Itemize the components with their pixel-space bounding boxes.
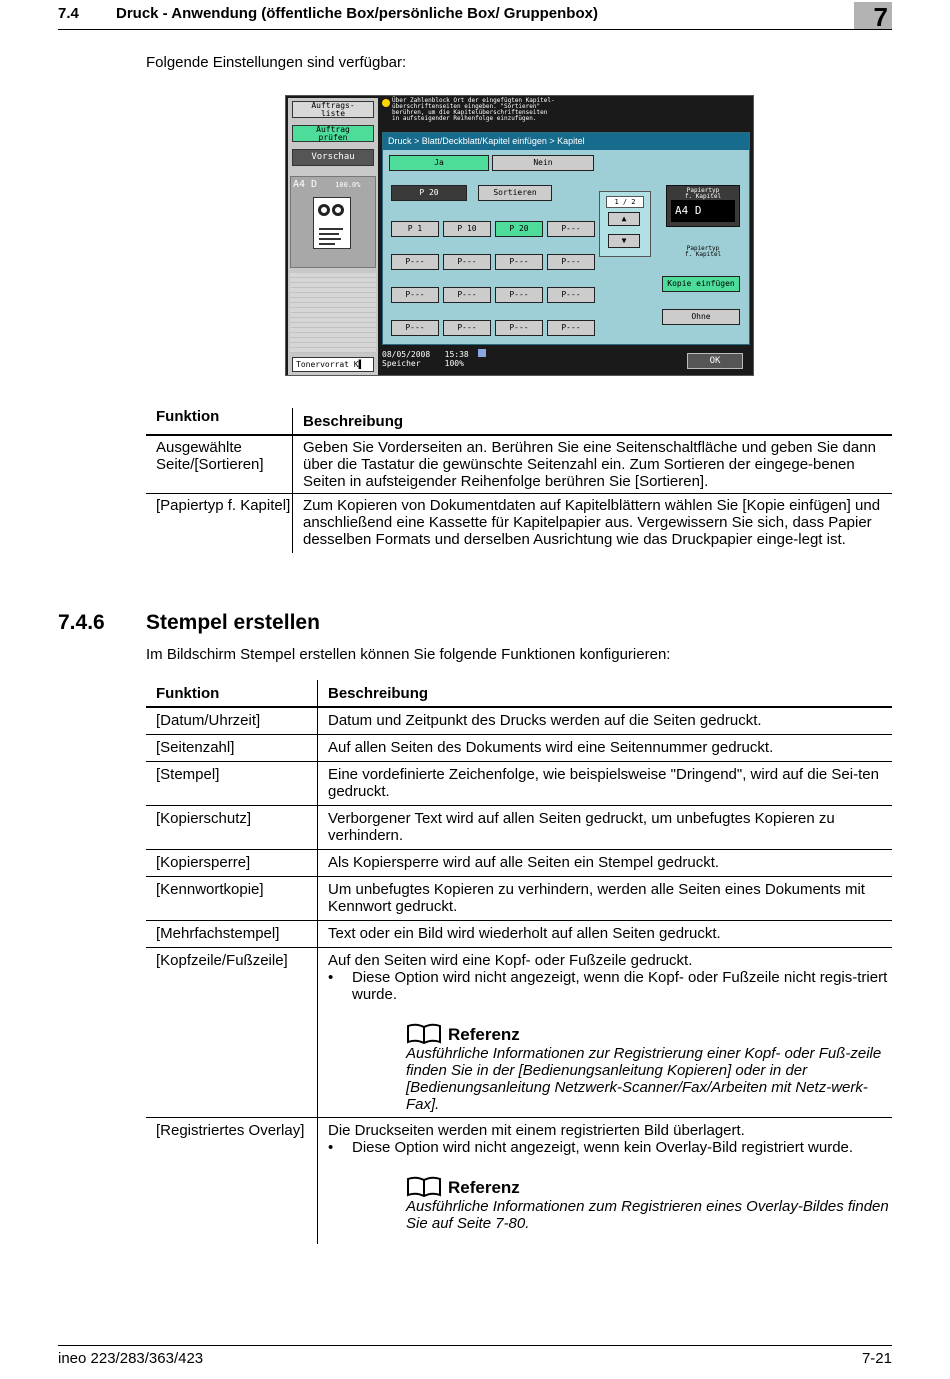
papertype-chapter-box (666, 185, 740, 227)
yes-button[interactable]: Ja (389, 155, 489, 171)
row-description: Als Kopiersperre wird auf alle Seiten ein Stempel gedruckt. (317, 850, 892, 876)
row-description: Text oder ein Bild wird wiederholt auf allen Seiten gedruckt. (317, 921, 892, 947)
page-display: P 20 (391, 185, 467, 201)
papertype-label: Papiertyp f. Kapitel (684, 187, 722, 200)
col-function: Funktion (156, 685, 220, 702)
page-button[interactable]: P--- (547, 221, 595, 237)
page-button[interactable]: P--- (391, 320, 439, 336)
reference-box (406, 1023, 892, 1113)
col-description: Beschreibung (317, 680, 892, 706)
arrow-down-icon: ▼ (621, 236, 627, 245)
col-description: Beschreibung (292, 408, 892, 434)
page-button[interactable]: P 1 (391, 221, 439, 237)
table-row (146, 920, 892, 947)
zoom-level: 100.0% (335, 181, 361, 189)
network-icon (478, 349, 486, 357)
copy-insert-button[interactable]: Kopie einfügen (662, 276, 740, 292)
page-button[interactable]: P--- (443, 320, 491, 336)
row-function: Ausgewählte Seite/[Sortieren] (156, 439, 264, 473)
row-description: Geben Sie Vorderseiten an. Berühren Sie eine Seitenschaltfläche und geben Sie dann über die Tastatur die gewünschte Seitenzahl ein. Zum Sortieren der eingege-benen Seiten in aufsteigender Reihenfolge berühren Sie [Sortieren]. (292, 436, 892, 493)
footer-model: ineo 223/283/363/423 (58, 1350, 204, 1367)
page-up-button[interactable] (608, 212, 640, 226)
row-description: Verborgener Text wird auf allen Seiten gedruckt, um unbefugtes Kopieren zu verhindern. (317, 806, 892, 849)
table-row (146, 493, 892, 553)
status-bar (382, 349, 682, 373)
no-button[interactable]: Nein (492, 155, 594, 171)
page-button[interactable]: P 10 (443, 221, 491, 237)
reference-text: Ausführliche Informationen zum Registrieren eines Overlay-Bildes finden Sie auf Seite 7-80. (406, 1198, 889, 1232)
reference-heading (406, 1176, 892, 1198)
col-function: Funktion (156, 408, 220, 425)
page-footer (58, 1345, 892, 1367)
paper-info (293, 179, 360, 190)
settings-table (146, 408, 892, 553)
page-button[interactable]: P--- (495, 320, 543, 336)
page-header (58, 0, 892, 30)
footer-page-number: 7-21 (861, 1350, 892, 1367)
status-time: 15:38 (444, 350, 469, 359)
reference-title: Referenz (448, 1024, 520, 1044)
book-icon (406, 1023, 442, 1045)
book-icon (406, 1176, 442, 1198)
left-panel (288, 98, 378, 375)
memory-label: Speicher (382, 359, 421, 368)
table-row (146, 434, 892, 493)
row-description: Auf allen Seiten des Dokuments wird eine Seitennummer gedruckt. (317, 735, 892, 761)
panel-title: Druck > Blatt/Deckblatt/Kapitel einfügen > Kapitel (383, 133, 749, 150)
device-screen (285, 95, 754, 376)
page-navigation (599, 191, 651, 257)
section-number: 7.4 (58, 5, 79, 22)
table-row (146, 805, 892, 849)
stamp-rows (146, 706, 892, 947)
check-job-button[interactable]: Auftrag prüfen (292, 125, 374, 142)
page-button[interactable]: P--- (547, 254, 595, 270)
row-function: [Registriertes Overlay] (156, 1122, 305, 1139)
row-function: [Seitenzahl] (156, 739, 235, 756)
stamp-table (146, 680, 892, 1244)
paper-size: A4 D (293, 179, 318, 190)
section-heading (58, 611, 320, 635)
row-description: Zum Kopieren von Dokumentdaten auf Kapitelblättern wählen Sie [Kopie einfügen] und anschließend eine Kassette für Kapitelpapier aus. Vergewissern Sie sich, dass Papier desselben Formats und derselben Ausrichtung wie das Druckpapier einge-legt ist. (292, 494, 892, 553)
info-icon (382, 99, 390, 107)
reference-text: Ausführliche Informationen zur Registrierung einer Kopf- oder Fuß-zeile finden Sie in der [Bedienungsanleitung Kopieren] oder in der [Bedienungsanleitung Netzwerk-Scanner/Fax/Arbeiten mit Netz-werk-Fax]. (406, 1045, 882, 1113)
page-button[interactable]: P--- (547, 320, 595, 336)
document-thumbnail-icon (313, 197, 351, 249)
row-description (317, 948, 892, 1117)
chapter-tab: 7 (854, 2, 892, 29)
section-intro: Im Bildschirm Stempel erstellen können Sie folgende Funktionen konfigurieren: (146, 646, 671, 663)
page-button[interactable]: P--- (443, 254, 491, 270)
left-panel-background (290, 273, 376, 353)
row-function: [Kopfzeile/Fußzeile] (156, 952, 288, 969)
reference-title: Referenz (448, 1177, 520, 1197)
row-function: [Papiertyp f. Kapitel] (156, 497, 291, 514)
preview-button[interactable]: Vorschau (292, 149, 374, 166)
page-button[interactable]: P--- (495, 287, 543, 303)
help-message: Über Zahlenblock Ort der eingefügten Kapitel- überschriftenseiten eingeben. "Sortieren" berühren, um die Kapitelüberschriftenseiten in aufsteigender Reihenfolge einzufügen. (382, 98, 748, 128)
heading-number: 7.4.6 (58, 611, 105, 634)
page-button[interactable]: P 20 (495, 221, 543, 237)
row-description: Eine vordefinierte Zeichenfolge, wie beispielsweise "Dringend", wird auf die Sei-ten gedruckt. (317, 762, 892, 805)
table-row (146, 734, 892, 761)
page-button[interactable]: P--- (391, 287, 439, 303)
sort-button[interactable]: Sortieren (478, 185, 552, 201)
description-text: Die Druckseiten werden mit einem registrierten Bild überlagert. (328, 1122, 745, 1139)
row-description: Um unbefugtes Kopieren zu verhindern, werden alle Seiten eines Dokuments mit Kennwort gedruckt. (317, 877, 892, 920)
toner-indicator: Tonervorrat K▌ (292, 357, 374, 372)
section-title: Druck - Anwendung (öffentliche Box/persönliche Box/ Gruppenbox) (116, 5, 598, 22)
table-row (146, 761, 892, 805)
table-row (146, 706, 892, 734)
row-function: [Kennwortkopie] (156, 881, 264, 898)
row-function: [Stempel] (156, 766, 220, 783)
ok-button[interactable]: OK (687, 353, 743, 369)
page-button[interactable]: P--- (495, 254, 543, 270)
row-function: [Mehrfachstempel] (156, 925, 280, 942)
papertype-value: A4 D (671, 200, 735, 222)
memory-value: 100% (444, 359, 464, 368)
page-button[interactable]: P--- (547, 287, 595, 303)
table-header (146, 408, 892, 434)
chapter-settings-panel (382, 132, 750, 345)
table-row (146, 849, 892, 876)
description-text: Auf den Seiten wird eine Kopf- oder Fußzeile gedruckt. (328, 952, 693, 969)
page-button[interactable]: P--- (443, 287, 491, 303)
table-row (146, 1117, 892, 1244)
reference-box (406, 1176, 892, 1232)
row-function: [Kopierschutz] (156, 810, 252, 827)
papertype-label-2: Papiertyp f. Kapitel (684, 245, 722, 258)
table-row (146, 876, 892, 920)
job-list-button[interactable]: Auftrags- liste (292, 101, 374, 118)
arrow-up-icon: ▲ (621, 214, 627, 223)
page-button[interactable]: P--- (391, 254, 439, 270)
heading-title: Stempel erstellen (146, 611, 320, 634)
bullet-item: • Diese Option wird nicht angezeigt, wenn kein Overlay-Bild registriert wurde. (328, 1139, 892, 1156)
status-date: 08/05/2008 (382, 350, 431, 359)
row-function: [Kopiersperre] (156, 854, 251, 871)
page-indicator: 1 / 2 (606, 196, 644, 208)
preview-area (290, 176, 376, 268)
page-down-button[interactable] (608, 234, 640, 248)
reference-heading (406, 1023, 892, 1045)
intro-text: Folgende Einstellungen sind verfügbar: (146, 54, 407, 71)
table-row (146, 947, 892, 1117)
row-description: Datum und Zeitpunkt des Drucks werden auf die Seiten gedruckt. (317, 708, 892, 734)
row-function: [Datum/Uhrzeit] (156, 712, 261, 729)
row-description (317, 1118, 892, 1244)
none-button[interactable]: Ohne (662, 309, 740, 325)
table-header (146, 680, 892, 706)
bullet-item: • Diese Option wird nicht angezeigt, wenn die Kopf- oder Fußzeile nicht regis-triert wurde. (328, 969, 892, 1003)
